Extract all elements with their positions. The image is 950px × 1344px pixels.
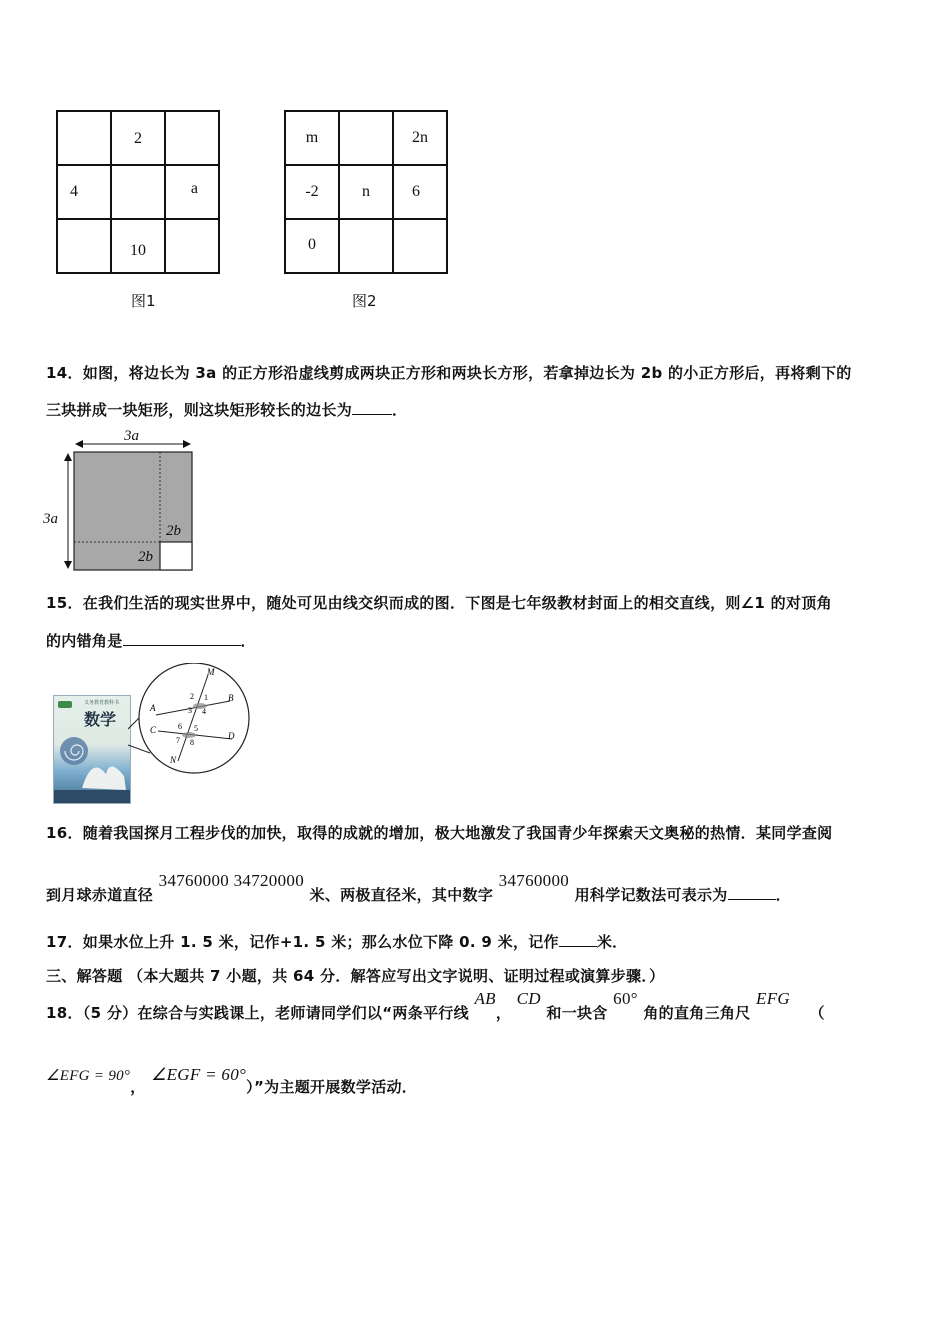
q15-line2-text: 的内错角是 [46,632,123,650]
q16-line2-text-c: 用科学记数法可表示为 [574,886,728,904]
q18-EFG: EFG [756,989,790,1008]
q15-line2-end: ． [240,632,256,650]
figure2-caption: 图2 [352,292,377,310]
label-n1: 1 [204,693,208,702]
label-n2: 2 [190,692,194,701]
figure1-caption: 图1 [131,292,156,310]
q14-line1: 14．如图，将边长为 3a 的正方形沿虚线剪成两块正方形和两块长方形，若拿掉边长为 2b 的小正方形后，再将剩下的 [46,364,852,382]
q18-comma1: ， [495,1004,512,1022]
label-A: A [150,703,156,713]
q14-line2-text: 三块拼成一块矩形，则这块矩形较长的边长为 [46,401,353,419]
q16-line2-end: ． [775,886,791,904]
q17-text: 17．如果水位上升 1. 5 米，记作+1. 5 米；那么水位下降 0. 9 米，记作 [46,933,559,951]
fig2-cell [339,111,393,165]
fig1-cell [165,111,219,165]
q15-answer-blank [123,631,241,646]
fig1-cell [165,219,219,273]
fig1-cell [57,219,111,273]
q14-fig-inner-right: 2b [166,523,181,539]
figure2-grid [284,110,448,274]
q16-number-2: 34760000 [498,871,570,890]
q18-text-a: 18．（5 分）在综合与实践课上，老师请同学们以“两条平行线 [46,1004,469,1022]
q16-line1: 16．随着我国探月工程步伐的加快，取得的成就的增加，极大地激发了我国青少年探索天文奥秘的热情．某同学查阅 [46,824,833,842]
q15-line1: 15．在我们生活的现实世界中，随处可见由线交织而成的图．下图是七年级教材封面上的相交直线，则∠1 的对顶角 [46,594,832,612]
label-n4: 4 [202,707,206,716]
q17-text-end: 米． [596,933,628,951]
q18-line1 [46,988,825,1028]
q17-answer-blank [559,932,597,947]
q14-fig-inner-bottom: 2b [138,549,153,565]
label-B: B [228,693,234,703]
section3-heading: 三、解答题 （本大题共 7 小题，共 64 分．解答应写出文字说明、证明过程或演算步骤．） [46,967,665,985]
fig2-cell: n [339,165,393,219]
q18-angle-EFG: ∠EFG = 90° [46,1068,131,1084]
label-n6: 6 [178,722,182,731]
fig1-cell [111,165,165,219]
intersecting-lines-figure [128,663,254,778]
q15-line2 [46,630,256,651]
fig2-cell: -2 [285,165,339,219]
q14-fig-top-label: 3a [124,428,139,444]
fig2-cell: 6 [393,165,447,219]
fig1-cell: 4 [57,165,111,219]
q18-text-b: 和一块含 [546,1004,608,1022]
book-title: 数学 [84,710,117,729]
q14-line2 [46,399,407,420]
q14-answer-blank [352,400,392,415]
fig1-cell: 10 [111,219,165,273]
label-n8: 8 [190,738,194,747]
q14-fig-left-label: 3a [43,511,58,527]
fig2-cell: 0 [285,219,339,273]
q18-text-d: ）”为主题开展数学活动． [246,1078,418,1096]
q18-CD: CD [516,989,541,1008]
fig1-cell [57,111,111,165]
q18-angle-EGF: ∠EGF = 60° [151,1065,247,1084]
label-n3: 3 [188,706,192,715]
nautilus-shell [54,696,130,803]
q14-square-figure [40,425,200,575]
fig2-cell [339,219,393,273]
q18-line2 [46,1064,417,1094]
label-C: C [150,725,157,735]
q16-line2-text-b: 米、两极直径米，其中数字 [309,886,494,904]
q17-line [46,931,627,952]
q16-line2 [46,870,791,910]
q14-line2-end: ． [392,401,408,419]
q16-number-1: 34760000 34720000 [158,871,304,890]
fig2-cell: m [285,111,339,165]
label-M: M [207,667,215,677]
q18-AB: AB [474,989,496,1008]
figure1-grid [56,110,220,274]
label-n7: 7 [176,736,180,745]
label-N: N [170,755,177,765]
fig1-cell: a [165,165,219,219]
book-top-label: 义务教育教科书 [84,700,120,706]
q18-60deg: 60° [613,989,638,1008]
q18-text-c: 角的直角三角尺 [643,1004,751,1022]
label-n5: 5 [194,724,198,733]
label-D: D [228,731,235,741]
fig2-cell: 2n [393,111,447,165]
q18-comma2: ， [130,1078,146,1096]
fig2-cell [393,219,447,273]
fig1-cell: 2 [111,111,165,165]
q16-answer-blank [728,885,776,900]
textbook-cover [53,695,131,804]
q18-paren: （ [809,1004,825,1022]
q16-line2-text-a: 到月球赤道直径 [46,886,154,904]
